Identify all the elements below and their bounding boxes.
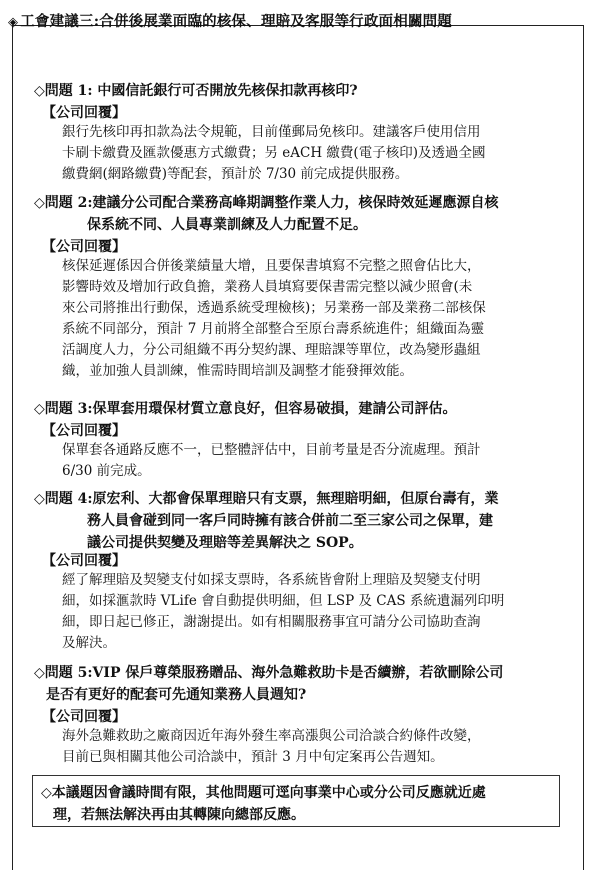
question-line: ◇問題 1: 中國信託銀行可否開放先核保扣款再核印? [34, 83, 358, 99]
answer-line: 系統不同部分，預計 7 月前將全部整合至原台壽系統進件；組織面為靈 [62, 321, 485, 337]
answer-line: 海外急難救助之廠商因近年海外發生率高漲與公司洽談合約條件改變， [62, 728, 481, 744]
answer-2 [62, 256, 562, 382]
question-line: 議公司提供契變及理賠等差異解決之 SOP。 [87, 535, 363, 551]
answer-line: 卡刷卡繳費及匯款優惠方式繳費；另 eACH 繳費(電子核印)及透過全國 [62, 145, 486, 161]
question-line: 務人員會碰到同一客戶同時擁有該合併前二至三家公司之保單，建 [87, 513, 493, 529]
reply-heading-5: 【公司回覆】 [42, 709, 126, 725]
reply-heading-1: 【公司回覆】 [42, 105, 126, 121]
question-1 [34, 80, 358, 102]
answer-line: 目前已與相關其他公司洽談中，預計 3 月中旬定案再公告週知。 [62, 749, 444, 765]
answer-5 [62, 726, 562, 768]
answer-1 [62, 122, 562, 185]
answer-line: 6/30 前完成。 [62, 463, 151, 479]
question-line: ◇問題 5:VIP 保戶尊榮服務贈品、海外急難救助卡是否續辦，若欲刪除公司 [34, 665, 504, 681]
answer-line: 織，並加強人員訓練，惟需時間培訓及調整才能發揮效能。 [62, 363, 413, 379]
question-4 [34, 488, 499, 554]
answer-line: 活調度人力，分公司組織不再分契約課、理賠課等單位，改為變形蟲組 [62, 342, 481, 358]
answer-line: 及解決。 [62, 635, 116, 651]
question-line: ◇問題 2:建議分公司配合業務高峰期調整作業人力，核保時效延遲應源自核 [34, 195, 499, 211]
answer-line: 影響時效及增加行政負擔，業務人員填寫要保書需完整以減少照會(未 [62, 279, 473, 295]
question-line: ◇問題 3:保單套用環保材質立意良好，但容易破損，建請公司評估。 [34, 401, 457, 417]
question-3 [34, 398, 457, 420]
reply-heading-2: 【公司回覆】 [42, 239, 126, 255]
reply-heading-3: 【公司回覆】 [42, 423, 126, 439]
reply-heading-4: 【公司回覆】 [42, 553, 126, 569]
answer-line: 保單套各通路反應不一，已整體評估中，目前考量是否分流處理。預計 [62, 442, 481, 458]
question-line: 是否有更好的配套可先通知業務人員週知? [46, 687, 307, 703]
diamond-bullet-icon: ◈ [8, 15, 19, 30]
answer-line: 銀行先核印再扣款為法令規範，目前僅郵局免核印。建議客戶使用信用 [62, 124, 481, 140]
note-line: ◇本議題因會議時間有限，其他問題可逕向事業中心或分公司反應就近處 [41, 785, 486, 801]
question-line: ◇問題 4:原宏利、大都會保單理賠只有支票，無理賠明細，但原台壽有，業 [34, 491, 499, 507]
answer-4 [62, 570, 562, 654]
question-line: 保系統不同、人員專業訓練及人力配置不足。 [87, 217, 367, 233]
answer-3 [62, 440, 562, 482]
answer-line: 細，即日起已修正，謝謝提出。如有相關服務事宜可請分公司協助查詢 [62, 614, 481, 630]
answer-line: 核保延遲係因合併後業績量大增，且要保書填寫不完整之照會佔比大， [62, 258, 481, 274]
answer-line: 來公司將推出行動保，透過系統受理檢核)；另業務一部及業務二部核保 [62, 300, 486, 316]
closing-note-box [32, 775, 560, 827]
section-title-text: 工會建議三:合併後展業面臨的核保、理賠及客服等行政面相關問題 [20, 13, 453, 30]
note-line: 理，若無法解決再由其轉陳向總部反應。 [53, 807, 305, 823]
answer-line: 繳費網(網路繳費)等配套，預計於 7/30 前完成提供服務。 [62, 166, 409, 182]
section-title [8, 10, 452, 31]
question-2 [34, 192, 499, 236]
answer-line: 細，如採滙款時 VLife 會自動提供明細，但 LSP 及 CAS 系統遺漏列印明 [62, 593, 505, 609]
question-5 [34, 662, 503, 706]
answer-line: 經了解理賠及契變支付如採支票時，各系統皆會附上理賠及契變支付明 [62, 572, 481, 588]
